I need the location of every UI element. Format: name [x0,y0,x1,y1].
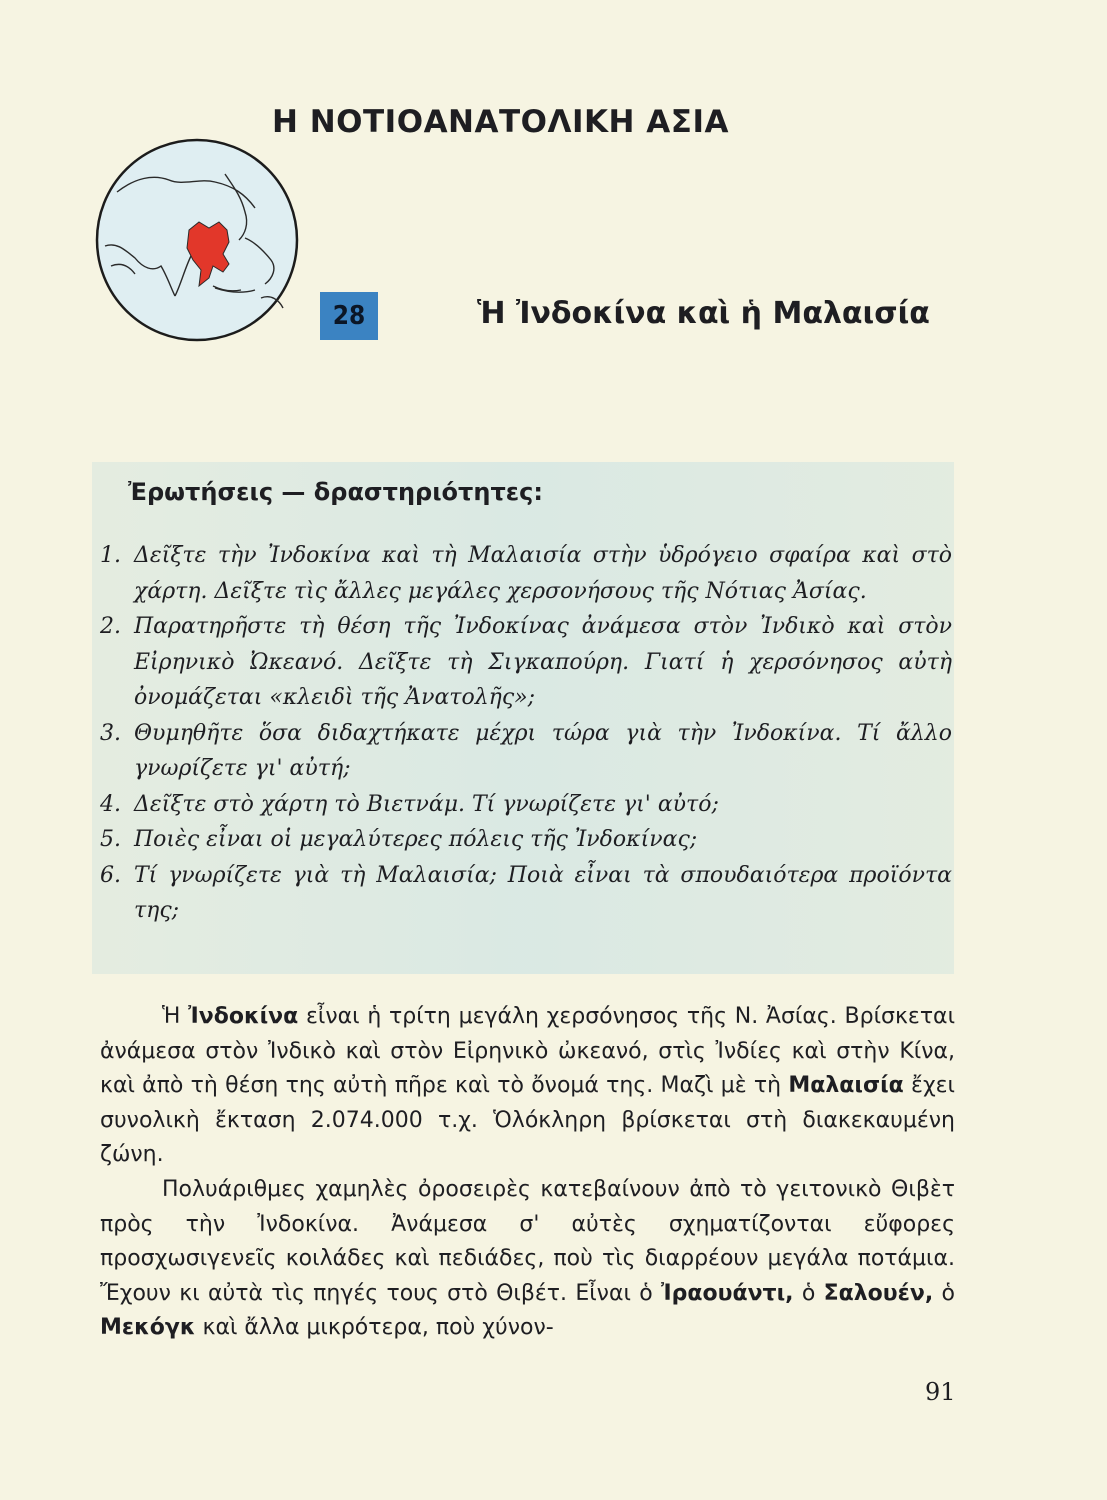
lesson-title: Ἡ Ἰνδοκίνα καὶ ἡ Μαλαισία [477,296,930,331]
question-number: 5. [100,827,121,852]
question-number: 1. [100,543,121,568]
question-number: 6. [100,862,121,888]
term-mekong: Μεκόγκ [100,1315,196,1341]
term-salween: Σαλουέν, [823,1280,934,1306]
lesson-number-badge: 28 [320,292,378,340]
text-run: ἔχει συνολικὴ ἔκταση 2.074.000 τ.χ. Ὁλόκληρη βρίσκεται στὴ διακεκαυμένη ζώνη. [100,1073,955,1168]
globe-icon [95,138,299,342]
question-text: Θυμηθῆτε ὅσα διδαχτήκατε μέχρι τώρα γιὰ τὴν Ἰνδοκίνα. Τί ἄλλο γνωρίζετε γι' αὐτή; [134,720,952,781]
question-text: Ποιὲς εἶναι οἱ μεγαλύτερες πόλεις τῆς Ἰνδοκίνας; [134,827,698,852]
question-item [100,609,952,716]
question-text: Τί γνωρίζετε γιὰ τὴ Μαλαισία; Ποιὰ εἶναι τὰ σπουδαιότερα προϊόντα της; [134,862,952,923]
question-item [100,822,952,858]
text-run: εἶναι ἡ τρίτη μεγάλη χερσόνησος τῆς Ν. Ἀσίας. Βρίσκεται ἀνάμεσα στὸν Ἰνδικὸ καὶ στὸν Εἰρηνικὸ ὠκεανό, στὶς Ἰνδίες καὶ στὴν Κίνα, καὶ ἀπὸ τὴ θέση της αὐτὴ πῆρε καὶ τὸ ὄνομά της. Μαζὶ μὲ τὴ [100,1004,956,1099]
question-item [100,787,952,823]
text-run: Πολυάριθμες χαμηλὲς ὀροσειρὲς κατεβαίνουν ἀπὸ τὸ γειτονικὸ Θιβὲτ πρὸς τὴν Ἰνδοκίνα. Ἀνάμεσα σ' αὐτὲς σχηματίζονται εὔφορες προσχωσιγενεῖς κοιλάδες καὶ πεδιάδες, ποὺ τὶς διαρρέουν μεγάλα ποτάμια. Ἔχουν κι αὐτὰ τὶς πηγές τους στὸ Θιβέτ. Εἶναι ὁ [100,1176,955,1306]
term-indochina: Ἰνδοκίνα [188,1004,299,1029]
activities-heading: Ἐρωτήσεις — δραστηριότητες: [128,478,543,506]
text-run: ὁ [933,1280,955,1306]
question-number: 3. [100,720,121,746]
page-number: 91 [925,1378,956,1406]
paragraph-rivers [100,1173,955,1346]
question-text: Παρατηρῆστε τὴ θέση τῆς Ἰνδοκίνας ἀνάμεσα στὸν Ἰνδικὸ καὶ στὸν Εἰρηνικὸ Ὠκεανό. Δεῖξτε τὴ Σιγκαπούρη. Γιατί ἡ χερσόνησος αὐτὴ ὀνομάζεται «κλειδὶ τῆς Ἀνατολῆς»; [134,614,952,710]
text-run: ὁ [793,1280,824,1306]
chapter-title: Η ΝΟΤΙΟΑΝΑΤΟΛΙΚΗ ΑΣΙΑ [272,104,729,140]
question-item [100,538,952,609]
question-item [100,716,952,787]
question-text: Δεῖξτε στὸ χάρτη τὸ Βιετνάμ. Τί γνωρίζετε γι' αὐτό; [134,791,719,817]
body-text [100,1000,955,1346]
text-run: καὶ ἄλλα μικρότερα, ποὺ χύνον- [195,1315,554,1341]
term-irrawaddy: Ἰραουάντι, [660,1280,794,1306]
paragraph-indochina-intro [100,1000,955,1173]
question-text: Δεῖξτε τὴν Ἰνδοκίνα καὶ τὴ Μαλαισία στὴν ὑδρόγειο σφαίρα καὶ στὸ χάρτη. Δεῖξτε τὶς ἄλλες μεγάλες χερσονήσους τῆς Νότιας Ἀσίας. [134,543,952,604]
question-number: 4. [100,791,121,817]
question-item [100,858,952,929]
questions-list [100,538,952,929]
question-number: 2. [100,614,121,639]
term-malaysia: Μαλαισία [788,1073,904,1099]
text-run: Ἡ [162,1004,189,1029]
